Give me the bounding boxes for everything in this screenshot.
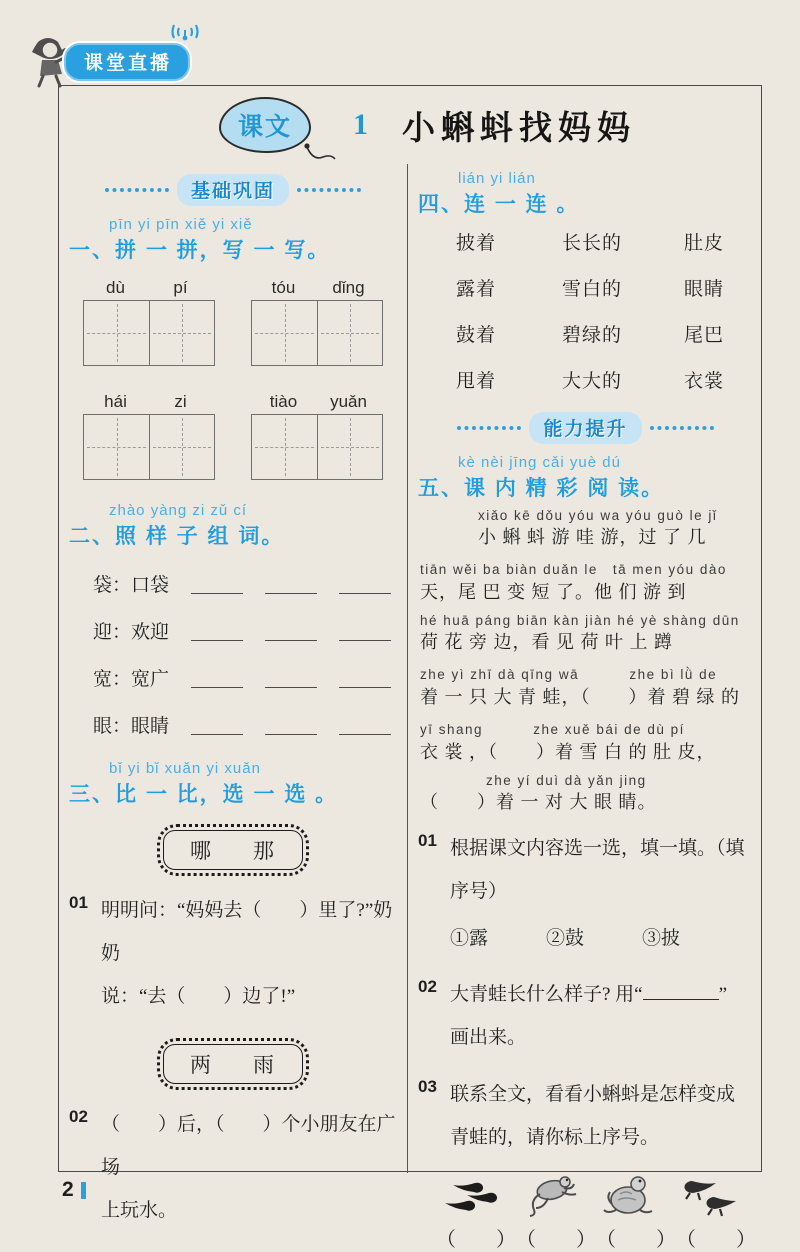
writing-cell	[84, 415, 149, 479]
section-three-heading	[69, 760, 397, 808]
answer-bracket: （ ）	[676, 1229, 756, 1252]
match-noun: 眼睛	[684, 279, 725, 300]
choice-char: 那	[253, 839, 276, 863]
badge-basic: 基础巩固	[177, 174, 289, 206]
pinyin-label: yuǎn	[330, 392, 367, 411]
passage-line	[420, 558, 751, 604]
answer-blank	[339, 627, 391, 641]
answer-blank	[339, 674, 391, 688]
word-example: 宽：宽广	[93, 669, 170, 690]
question-right-03	[418, 1074, 753, 1160]
option-3: ③披	[642, 927, 681, 949]
word-row	[93, 664, 397, 691]
writing-grid-touding	[251, 278, 383, 366]
balloon-tail-icon	[303, 141, 337, 165]
question-text: 序号）	[450, 880, 508, 902]
match-adjective: 雪白的	[562, 279, 623, 300]
dotted-line	[650, 426, 714, 430]
dotted-line	[297, 188, 361, 192]
match-adjective: 长长的	[562, 233, 623, 254]
answer-blank	[339, 721, 391, 735]
broadcast-signal-icon	[168, 22, 202, 44]
section-three-pinyin: bǐ yi bǐ xuǎn yi xuǎn	[109, 760, 261, 777]
section-two-heading	[69, 502, 397, 550]
section-one-heading	[69, 216, 397, 264]
writing-cell	[317, 301, 382, 365]
match-row	[456, 274, 753, 301]
passage-pinyin: tiān wěi ba biàn duǎn le tā men yóu dào	[420, 562, 727, 577]
sitting-frog-image	[596, 1169, 660, 1221]
word-row	[93, 617, 397, 644]
section-one-pinyin: pīn yi pīn xiě yi xiě	[109, 216, 253, 233]
choice-char: 两	[190, 1053, 213, 1078]
writing-cell	[84, 301, 149, 365]
option-1: ①露	[450, 927, 489, 949]
choice-box-liangyu	[69, 1038, 397, 1090]
section-three-title: 三、比 一 比，选 一 选 。	[69, 783, 339, 806]
passage-text: 小 蝌 蚪 游 哇 游，过 了 几	[478, 527, 707, 547]
writing-cell	[252, 415, 317, 479]
writing-grid-row-2	[69, 392, 397, 480]
pinyin-label: hái	[104, 392, 127, 411]
lesson-label-balloon	[219, 97, 311, 153]
answer-bracket: （ ）	[516, 1229, 596, 1252]
match-row	[456, 320, 753, 347]
passage-pinyin: xiǎo kē dǒu yóu wa yóu guò le jǐ	[478, 508, 718, 523]
match-noun: 衣裳	[684, 371, 725, 392]
brand-name: 课堂直播	[64, 43, 190, 81]
section-two-title: 二、照 样 子 组 词。	[69, 525, 285, 548]
page-number-accent-bar	[81, 1182, 86, 1199]
answer-blank	[191, 721, 243, 735]
frog-stages-row	[418, 1165, 753, 1221]
stage-answer-brackets	[418, 1221, 756, 1252]
options-row	[450, 918, 745, 961]
answer-blank	[339, 580, 391, 594]
section-two-pinyin: zhào yàng zi zǔ cí	[109, 502, 248, 519]
passage-line	[420, 718, 751, 764]
match-verb: 披着	[456, 233, 497, 254]
lesson-header	[59, 86, 761, 164]
lesson-number: 1	[353, 108, 368, 141]
section-five-title: 五、课 内 精 彩 阅 读。	[418, 477, 665, 500]
word-example: 迎：欢迎	[93, 622, 170, 643]
pinyin-label: dǐng	[332, 278, 365, 297]
writing-cell	[252, 301, 317, 365]
answer-blank	[265, 721, 317, 735]
writing-grid-row-1	[69, 278, 397, 366]
answer-blank	[191, 627, 243, 641]
match-adjective: 碧绿的	[562, 325, 623, 346]
word-example: 眼：眼睛	[93, 716, 170, 737]
pinyin-label: tiào	[269, 392, 298, 411]
answer-blank	[191, 580, 243, 594]
right-column	[407, 164, 761, 1252]
answer-bracket: （ ）	[436, 1229, 516, 1252]
passage-text: 着 一 只 大 青 蛙，（ ）着 碧 绿 的	[420, 687, 740, 707]
question-text: 上玩水。	[101, 1199, 178, 1221]
passage-text: （ ）着 一 对 大 眼 睛。	[420, 792, 657, 812]
match-row	[456, 228, 753, 255]
left-column	[59, 164, 407, 1221]
passage-line	[420, 508, 751, 549]
answer-blank	[265, 580, 317, 594]
tadpoles-with-legs-image	[675, 1169, 739, 1221]
ability-section-banner	[418, 412, 753, 444]
section-four-pinyin: lián yi lián	[458, 170, 536, 187]
passage-line	[420, 773, 751, 814]
writing-cell	[149, 415, 214, 479]
question-text: 联系全文，看看小蝌蚪是怎样变成	[450, 1083, 736, 1105]
lesson-label: 课文	[237, 113, 292, 141]
question-text: 青蛙的，请你标上序号。	[450, 1126, 660, 1148]
writing-cell	[317, 415, 382, 479]
passage-pinyin: hé huā páng biān kàn jiàn hé yè shàng dūn	[420, 613, 740, 628]
question-number: 01	[418, 831, 437, 850]
section-one-title: 一、拼 一 拼，写 一 写。	[69, 239, 331, 262]
match-adjective: 大大的	[562, 371, 623, 392]
basic-section-banner	[69, 174, 397, 206]
section-four-title: 四、连 一 连 。	[418, 193, 580, 216]
question-left-02	[69, 1104, 397, 1232]
answer-bracket: （ ）	[596, 1229, 676, 1252]
brand-logo	[28, 36, 190, 88]
writing-grid-dupi	[83, 278, 215, 366]
match-noun: 肚皮	[684, 233, 725, 254]
match-verb: 露着	[456, 279, 497, 300]
writing-grid-tiaoyuan	[251, 392, 383, 480]
passage-line	[420, 663, 751, 709]
question-left-01	[69, 890, 397, 1018]
question-text: 说：“去（ ）边了!”	[101, 985, 296, 1007]
passage-text: 衣 裳 ，（ ）着 雪 白 的 肚 皮，	[420, 742, 716, 762]
match-verb: 鼓着	[456, 325, 497, 346]
answer-blank	[265, 627, 317, 641]
matching-exercise	[456, 228, 753, 393]
question-text: 画出来。	[450, 1027, 527, 1048]
passage-text: 天，尾 巴 变 短 了。他 们 游 到	[420, 582, 687, 602]
question-number: 02	[418, 977, 437, 997]
choice-char: 哪	[190, 839, 213, 863]
word-row	[93, 570, 397, 597]
question-text: 根据课文内容选一选，填一填。（填	[450, 838, 745, 859]
question-text: 明明问：“妈妈去（ ）里了?”奶奶	[101, 900, 393, 964]
match-verb: 甩着	[456, 371, 497, 392]
reading-passage	[418, 508, 753, 814]
match-noun: 尾巴	[684, 325, 725, 346]
dotted-line	[105, 188, 169, 192]
answer-blank	[265, 674, 317, 688]
question-text: （ ）后，（ ）个小朋友在广场	[101, 1114, 396, 1178]
choice-char: 雨	[253, 1053, 276, 1078]
lesson-title: 小蝌蚪找妈妈	[402, 108, 636, 146]
badge-ability: 能力提升	[529, 412, 641, 444]
answer-blank	[191, 674, 243, 688]
passage-text: 荷 花 旁 边，看 见 荷 叶 上 蹲	[420, 632, 673, 652]
question-number: 01	[69, 893, 88, 912]
page-number: 2	[62, 1178, 74, 1201]
tadpoles-image	[438, 1169, 502, 1221]
page-footer	[62, 1178, 86, 1202]
question-right-01	[418, 828, 753, 960]
question-right-02	[418, 974, 753, 1060]
question-text: 大青蛙长什么样子? 用“ ”	[450, 984, 728, 1006]
dotted-line	[457, 426, 521, 430]
passage-pinyin: yī shang zhe xuě bái de dù pí	[420, 722, 685, 737]
passage-pinyin: zhe yì zhī dà qīng wā zhe bì lǜ de	[420, 667, 718, 682]
question-number: 03	[418, 1076, 437, 1096]
jumping-frog-image	[517, 1169, 581, 1221]
pinyin-label: zi	[174, 392, 187, 411]
option-2: ②鼓	[546, 927, 585, 949]
pinyin-label: dù	[106, 278, 125, 297]
answer-blank	[643, 984, 719, 1000]
passage-line	[420, 613, 751, 654]
word-example: 袋：口袋	[93, 575, 170, 596]
match-row	[456, 366, 753, 393]
section-four-heading	[418, 170, 753, 218]
section-five-pinyin: kè nèi jīng cǎi yuè dú	[458, 454, 621, 471]
choice-box-na	[69, 824, 397, 876]
pinyin-label: tóu	[271, 278, 296, 297]
writing-cell	[149, 301, 214, 365]
word-row	[93, 711, 397, 738]
pinyin-label: pí	[173, 278, 188, 297]
section-five-heading	[418, 454, 753, 502]
question-number: 02	[69, 1107, 88, 1127]
worksheet-page	[58, 85, 762, 1252]
passage-pinyin: zhe yí duì dà yǎn jing	[486, 773, 647, 788]
writing-grid-haizi	[83, 392, 215, 480]
